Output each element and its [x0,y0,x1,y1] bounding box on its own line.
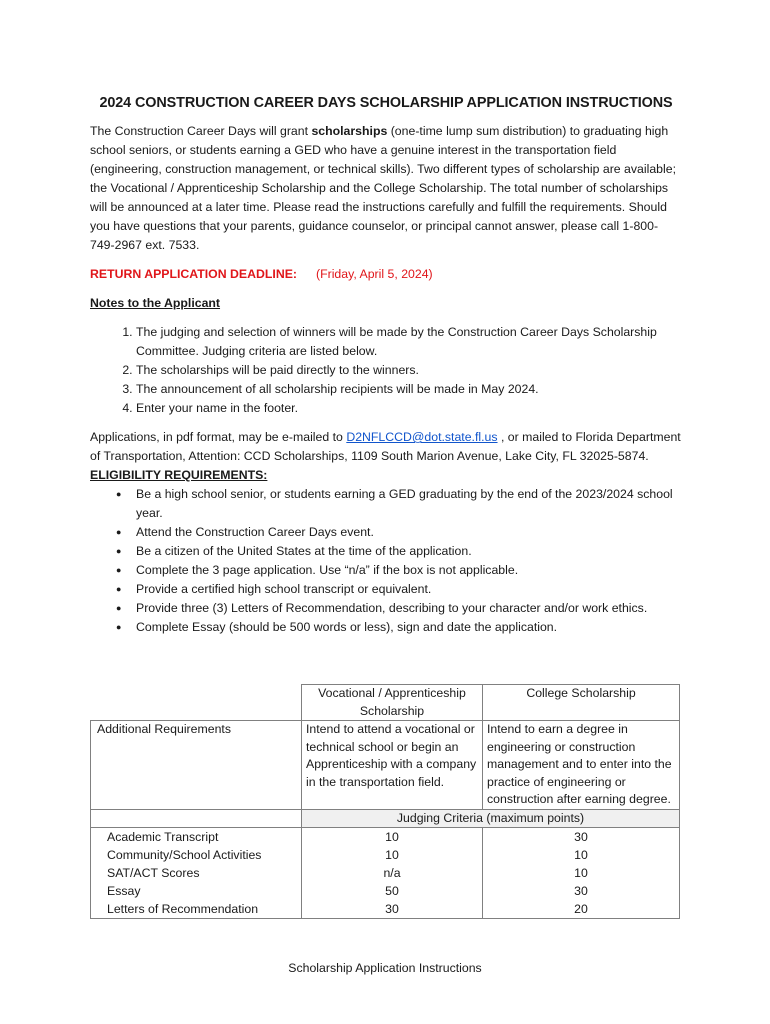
criteria-label: Letters of Recommendation [107,902,259,916]
intro-bold-word: scholarships [311,124,388,138]
list-item: ● Attend the Construction Career Days event. [136,523,682,542]
list-item: 2. The scholarships will be paid directly to the winners. [136,361,682,380]
eligibility-heading: ELIGIBILITY REQUIREMENTS: [90,468,268,482]
judging-criteria-header: Judging Criteria (maximum points) [302,809,680,828]
points-value: 10 [385,830,399,844]
table-row [91,809,680,828]
deadline-label: RETURN APPLICATION DEADLINE: [90,267,297,281]
points-value: 30 [574,830,588,844]
vocational-requirement: Intend to attend a vocational or technical school or begin an Apprenticeship with a company in the transportation field. [302,721,483,810]
instructions-page [90,94,682,637]
college-points [483,828,680,919]
list-item: ● Be a high school senior, or students earning a GED graduating by the end of the 2023/2024 school year. [136,485,682,523]
points-value: n/a [383,866,401,880]
page-title: 2024 CONSTRUCTION CAREER DAYS SCHOLARSHIP APPLICATION INSTRUCTIONS [99,95,673,111]
list-item: ● Provide a certified high school transcript or equivalent. [136,580,682,599]
applications-text-end: , or mailed to Florida Department of Transportation, Attention: CCD Scholarships, 1109 South Marion Avenue, Lake City, FL 32025-5874. [90,430,681,463]
criteria-label: Academic Transcript [107,830,219,844]
vocational-points [302,828,483,919]
empty-cell [91,685,302,721]
criteria-label: SAT/ACT Scores [107,866,200,880]
table-row [91,685,680,721]
criteria-label: Community/School Activities [107,848,262,862]
judging-criteria-table [90,684,680,919]
college-requirement: Intend to earn a degree in engineering or construction management and to enter into the practice of engineering or construction after earning degree. [483,721,680,810]
list-item: ● Complete the 3 page application. Use “n/a” if the box is not applicable. [136,561,682,580]
email-link[interactable]: D2NFLCCD@dot.state.fl.us [346,430,498,444]
list-item: ● Complete Essay (should be 500 words or less), sign and date the application. [136,618,682,637]
points-value: 10 [574,866,588,880]
additional-requirements-label: Additional Requirements [91,721,302,810]
intro-paragraph [90,122,682,255]
points-value: 10 [574,848,588,862]
list-item: 1. The judging and selection of winners will be made by the Construction Career Days Scholarship Committee. Judging criteria are listed below. [136,323,682,361]
page-footer: Scholarship Application Instructions [288,961,482,975]
notes-heading: Notes to the Applicant [90,296,221,310]
empty-cell [91,809,302,828]
deadline-row [90,265,682,284]
points-value: 30 [385,902,399,916]
points-value: 20 [574,902,588,916]
list-item: ● Be a citizen of the United States at the time of the application. [136,542,682,561]
points-value: 50 [385,884,399,898]
criteria-label: Essay [107,884,141,898]
list-item: 3. The announcement of all scholarship recipients will be made in May 2024. [136,380,682,399]
applications-text-start: Applications, in pdf format, may be e-mailed to [90,430,347,444]
deadline-date: (Friday, April 5, 2024) [316,267,433,281]
table-row [91,828,680,919]
list-item: 4. Enter your name in the footer. [136,399,682,418]
points-value: 30 [574,884,588,898]
table-row [91,721,680,810]
list-item: ● Provide three (3) Letters of Recommendation, describing to your character and/or work ethics. [136,599,682,618]
column-header-college: College Scholarship [483,685,680,721]
points-value: 10 [385,848,399,862]
intro-text-start: The Construction Career Days will grant [90,124,312,138]
eligibility-list [90,485,682,637]
intro-text-end: (one-time lump sum distribution) to graduating high school seniors, or students earning a GED who have a genuine interest in the transportation field (engineering, construction management, or technical skills). Two different types of scholarship are available; the Vocational / Apprenticeship Scholarship and the College Scholarship. The total number of scholarships will be announced at a later time. Please read the instructions carefully and fulfill the requirements. Should you have questions that your parents, guidance counselor, or principal cannot answer, please call 1-800-749-2967 ext. 7533. [90,124,677,252]
applications-paragraph [90,428,682,466]
column-header-vocational: Vocational / Apprenticeship Scholarship [302,685,483,721]
notes-list [90,323,682,418]
criteria-labels [91,828,302,919]
